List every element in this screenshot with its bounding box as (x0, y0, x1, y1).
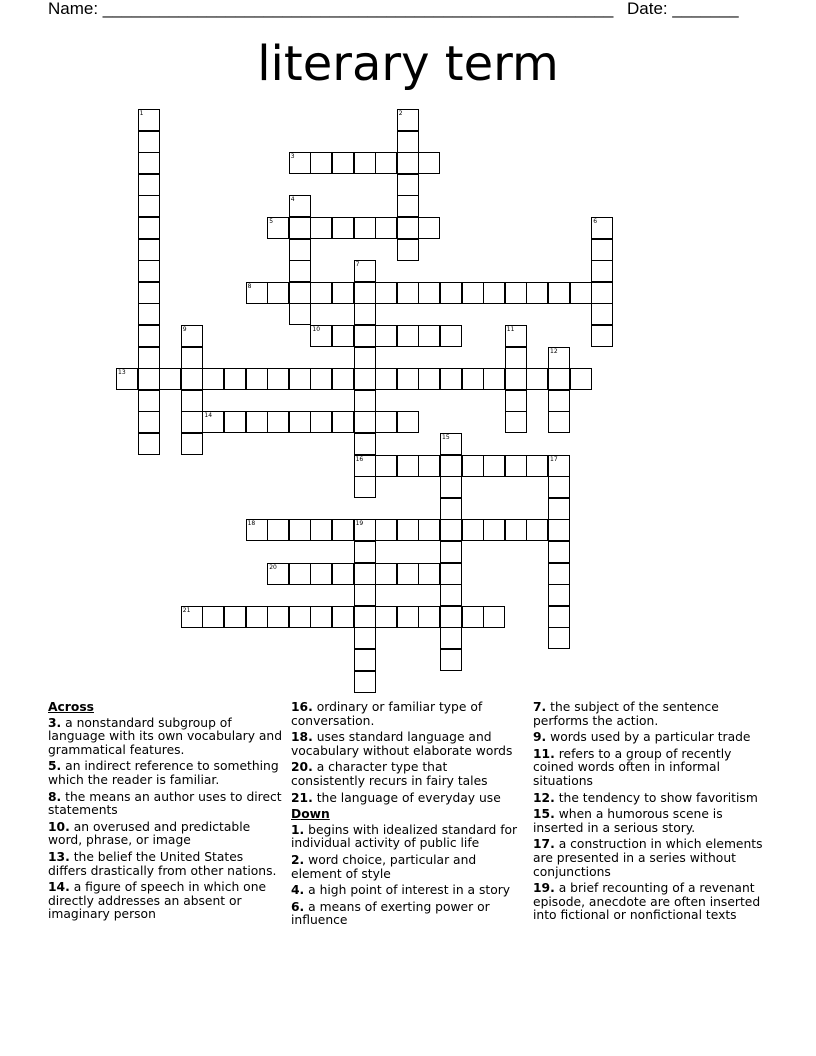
clue-across-13: 13. the belief the United States differs drastically from other nations. (48, 849, 277, 878)
grid-cell[interactable] (397, 325, 419, 347)
clue-number: 13 (118, 369, 126, 377)
grid-cell[interactable] (397, 368, 419, 390)
clues-column-2 (291, 701, 525, 931)
grid-cell[interactable] (418, 519, 440, 541)
grid-cell[interactable] (375, 411, 397, 433)
grid-cell[interactable] (375, 217, 397, 239)
grid-cell[interactable] (397, 411, 419, 433)
grid-cell[interactable] (138, 325, 160, 347)
grid-cell[interactable] (397, 174, 419, 196)
grid-cell[interactable] (354, 541, 376, 563)
grid-cell[interactable] (354, 649, 376, 671)
grid-cell[interactable] (548, 390, 570, 412)
grid-cell[interactable] (591, 325, 613, 347)
grid-cell[interactable] (418, 152, 440, 174)
grid-cell[interactable] (440, 455, 462, 477)
grid-cell[interactable] (138, 195, 160, 217)
grid-cell[interactable] (440, 282, 462, 304)
grid-cell[interactable] (354, 303, 376, 325)
grid-cell[interactable] (548, 455, 570, 477)
clue-down-9: 9. words used by a particular trade (533, 730, 751, 745)
clue-number: 21 (182, 606, 191, 614)
clue-across-14: 14. a figure of speech in which one directly addresses an absent or imaginary person (48, 880, 267, 922)
grid-cell[interactable] (440, 433, 462, 455)
grid-cell[interactable] (462, 519, 484, 541)
grid-cell[interactable] (354, 455, 376, 477)
grid-cell[interactable] (310, 325, 332, 347)
grid-cell[interactable] (181, 347, 203, 369)
grid-cell[interactable] (548, 347, 570, 369)
grid-cell[interactable] (505, 390, 527, 412)
grid-cell[interactable] (397, 519, 419, 541)
grid-cell[interactable] (181, 433, 203, 455)
clue-number: 4 (290, 196, 295, 204)
clue-down-1: 1. begins with idealized standard for individual activity of public life (291, 822, 518, 851)
grid-cell[interactable] (289, 519, 311, 541)
grid-cell[interactable] (138, 347, 160, 369)
grid-cell[interactable] (224, 606, 246, 628)
clue-down-12: 12. the tendency to show favoritism (533, 790, 758, 805)
grid-cell[interactable] (375, 606, 397, 628)
grid-cell[interactable] (181, 390, 203, 412)
grid-cell[interactable] (418, 606, 440, 628)
grid-cell[interactable] (526, 368, 548, 390)
grid-cell[interactable] (289, 239, 311, 261)
grid-cell[interactable] (548, 584, 570, 606)
grid-cell[interactable] (483, 606, 505, 628)
clue-number: 14 (204, 412, 213, 420)
grid-cell[interactable] (354, 368, 376, 390)
grid-cell[interactable] (591, 303, 613, 325)
grid-cell[interactable] (440, 627, 462, 649)
grid-cell[interactable] (354, 390, 376, 412)
grid-cell[interactable] (332, 152, 354, 174)
grid-cell[interactable] (526, 455, 548, 477)
grid-cell[interactable] (440, 325, 462, 347)
grid-cell[interactable] (397, 217, 419, 239)
name-field-label: Name: ______________________________________________________ (48, 0, 614, 18)
grid-cell[interactable] (548, 411, 570, 433)
grid-cell[interactable] (138, 174, 160, 196)
grid-cell[interactable] (138, 260, 160, 282)
grid-cell[interactable] (202, 411, 224, 433)
grid-cell[interactable] (332, 411, 354, 433)
grid-cell[interactable] (138, 217, 160, 239)
grid-cell[interactable] (418, 455, 440, 477)
clue-down-6: 6. a means of exerting power or influence (291, 899, 490, 928)
grid-cell[interactable] (570, 368, 592, 390)
grid-cell[interactable] (440, 606, 462, 628)
grid-cell[interactable] (548, 368, 570, 390)
grid-cell[interactable] (483, 368, 505, 390)
grid-cell[interactable] (548, 282, 570, 304)
grid-cell[interactable] (138, 303, 160, 325)
grid-cell[interactable] (202, 606, 224, 628)
grid-cell[interactable] (289, 217, 311, 239)
grid-cell[interactable] (397, 195, 419, 217)
grid-cell[interactable] (462, 368, 484, 390)
grid-cell[interactable] (418, 325, 440, 347)
grid-cell[interactable] (440, 563, 462, 585)
grid-cell[interactable] (332, 217, 354, 239)
clue-down-7: 7. the subject of the sentence performs the action. (533, 700, 719, 728)
grid-cell[interactable] (505, 519, 527, 541)
clue-down-15: 15. when a humorous scene is inserted in a serious story. (533, 807, 723, 835)
grid-cell[interactable] (246, 282, 268, 304)
grid-cell[interactable] (591, 239, 613, 261)
grid-cell[interactable] (548, 541, 570, 563)
grid-cell[interactable] (548, 498, 570, 520)
grid-cell[interactable] (375, 325, 397, 347)
grid-cell[interactable] (548, 627, 570, 649)
grid-cell[interactable] (181, 325, 203, 347)
clue-number: 18 (247, 520, 256, 528)
grid-cell[interactable] (548, 606, 570, 628)
grid-cell[interactable] (354, 347, 376, 369)
grid-cell[interactable] (267, 282, 289, 304)
clue-number: 1 (139, 110, 144, 117)
grid-cell[interactable] (418, 368, 440, 390)
clue-number: 6 (593, 218, 598, 225)
grid-cell[interactable] (267, 519, 289, 541)
grid-cell[interactable] (138, 390, 160, 412)
grid-cell[interactable] (138, 131, 160, 153)
grid-cell[interactable] (354, 325, 376, 347)
grid-cell[interactable] (397, 131, 419, 153)
grid-cell[interactable] (289, 563, 311, 585)
grid-cell[interactable] (354, 606, 376, 628)
clue-number: 2 (398, 110, 403, 117)
clue-number: 12 (550, 347, 558, 355)
grid-cell[interactable] (138, 152, 160, 174)
grid-cell[interactable] (289, 411, 311, 433)
grid-cell[interactable] (181, 368, 203, 390)
grid-cell[interactable] (505, 411, 527, 433)
page-title: literary term (257, 36, 559, 92)
grid-cell[interactable] (591, 282, 613, 304)
grid-cell[interactable] (354, 519, 376, 541)
grid-cell[interactable] (267, 411, 289, 433)
grid-cell[interactable] (354, 476, 376, 498)
clue-number: 17 (550, 455, 558, 463)
grid-cell[interactable] (483, 455, 505, 477)
grid-cell[interactable] (310, 368, 332, 390)
grid-cell[interactable] (181, 411, 203, 433)
grid-cell[interactable] (246, 519, 268, 541)
grid-cell[interactable] (397, 239, 419, 261)
clue-number: 16 (355, 455, 364, 463)
grid-cell[interactable] (138, 368, 160, 390)
grid-cell[interactable] (354, 152, 376, 174)
grid-cell[interactable] (224, 411, 246, 433)
grid-cell[interactable] (332, 519, 354, 541)
grid-cell[interactable] (397, 282, 419, 304)
clue-across-5: 5. an indirect reference to something which the reader is familiar. (48, 759, 279, 787)
grid-cell[interactable] (505, 325, 527, 347)
grid-cell[interactable] (332, 368, 354, 390)
clue-across-21: 21. the language of everyday use (291, 790, 501, 805)
grid-cell[interactable] (332, 563, 354, 585)
clue-down-2: 2. word choice, particular and element of style (291, 852, 477, 881)
grid-cell[interactable] (246, 411, 268, 433)
grid-cell[interactable] (224, 368, 246, 390)
grid-cell[interactable] (289, 606, 311, 628)
clue-down-17: 17. a construction in which elements are presented in a series without conjunctions (533, 837, 763, 879)
grid-cell[interactable] (354, 282, 376, 304)
across-heading: Across (48, 700, 94, 714)
grid-cell[interactable] (397, 152, 419, 174)
grid-cell[interactable] (440, 368, 462, 390)
grid-cell[interactable] (289, 368, 311, 390)
clue-across-10: 10. an overused and predictable word, phrase, or image (48, 819, 251, 848)
grid-cell[interactable] (462, 282, 484, 304)
grid-cell[interactable] (375, 368, 397, 390)
clue-across-18: 18. uses standard language and vocabulary without elaborate words (291, 730, 513, 758)
grid-cell[interactable] (418, 282, 440, 304)
grid-cell[interactable] (310, 519, 332, 541)
grid-cell[interactable] (332, 325, 354, 347)
grid-cell[interactable] (505, 282, 527, 304)
grid-cell[interactable] (505, 347, 527, 369)
grid-cell[interactable] (310, 606, 332, 628)
clue-number: 10 (312, 326, 321, 333)
clue-across-20: 20. a character type that consistently recurs in fairy tales (291, 760, 488, 788)
grid-cell[interactable] (375, 519, 397, 541)
grid-cell[interactable] (310, 563, 332, 585)
grid-cell[interactable] (354, 584, 376, 606)
clue-down-4: 4. a high point of interest in a story (291, 883, 511, 898)
grid-cell[interactable] (246, 606, 268, 628)
grid-cell[interactable] (483, 519, 505, 541)
down-heading: Down (291, 807, 330, 822)
clue-number: 15 (442, 434, 450, 441)
grid-cell[interactable] (202, 368, 224, 390)
grid-cell[interactable] (440, 584, 462, 606)
clue-number: 5 (269, 218, 274, 225)
grid-cell[interactable] (570, 282, 592, 304)
clue-number: 20 (269, 563, 277, 571)
grid-cell[interactable] (267, 606, 289, 628)
grid-cell[interactable] (440, 476, 462, 498)
grid-cell[interactable] (332, 606, 354, 628)
grid-cell[interactable] (289, 303, 311, 325)
grid-cell[interactable] (440, 498, 462, 520)
grid-cell[interactable] (310, 217, 332, 239)
clue-number: 3 (290, 153, 295, 161)
grid-cell[interactable] (591, 217, 613, 239)
grid-cell[interactable] (116, 368, 138, 390)
grid-cell[interactable] (310, 152, 332, 174)
grid-cell[interactable] (289, 152, 311, 174)
grid-cell[interactable] (526, 282, 548, 304)
grid-cell[interactable] (310, 282, 332, 304)
grid-cell[interactable] (267, 217, 289, 239)
clue-down-19: 19. a brief recounting of a revenant episode, anecdote are often inserted into fictional or nonfictional texts (533, 881, 761, 923)
grid-cell[interactable] (138, 282, 160, 304)
grid-cell[interactable] (354, 260, 376, 282)
grid-cell[interactable] (289, 282, 311, 304)
clues-column-1 (48, 701, 284, 925)
grid-cell[interactable] (267, 563, 289, 585)
date-field-label: Date: _______ (627, 0, 739, 18)
grid-cell[interactable] (354, 627, 376, 649)
clue-number: 7 (355, 261, 360, 269)
grid-cell[interactable] (483, 282, 505, 304)
clue-number: 11 (506, 326, 515, 333)
grid-cell[interactable] (462, 455, 484, 477)
clue-number: 9 (182, 326, 187, 333)
grid-cell[interactable] (332, 282, 354, 304)
clue-down-11: 11. refers to a group of recently coined words often in informal situations (533, 746, 732, 788)
grid-cell[interactable] (418, 217, 440, 239)
grid-cell[interactable] (138, 433, 160, 455)
grid-cell[interactable] (246, 368, 268, 390)
grid-cell[interactable] (354, 671, 376, 693)
grid-cell[interactable] (354, 433, 376, 455)
grid-cell[interactable] (159, 368, 181, 390)
grid-cell[interactable] (591, 260, 613, 282)
clue-across-8: 8. the means an author uses to direct statements (48, 789, 282, 818)
grid-cell[interactable] (138, 411, 160, 433)
grid-cell[interactable] (138, 109, 160, 131)
grid-cell[interactable] (526, 519, 548, 541)
grid-cell[interactable] (138, 239, 160, 261)
grid-cell[interactable] (397, 109, 419, 131)
grid-cell[interactable] (397, 606, 419, 628)
grid-cell[interactable] (418, 563, 440, 585)
grid-cell[interactable] (375, 563, 397, 585)
grid-cell[interactable] (375, 282, 397, 304)
grid-cell[interactable] (354, 563, 376, 585)
grid-cell[interactable] (354, 411, 376, 433)
grid-cell[interactable] (354, 217, 376, 239)
grid-cell[interactable] (397, 563, 419, 585)
grid-cell[interactable] (548, 519, 570, 541)
grid-cell[interactable] (548, 563, 570, 585)
grid-cell[interactable] (289, 195, 311, 217)
grid-cell[interactable] (397, 455, 419, 477)
clue-number: 8 (247, 282, 252, 290)
grid-cell[interactable] (375, 455, 397, 477)
grid-cell[interactable] (267, 368, 289, 390)
grid-cell[interactable] (440, 649, 462, 671)
clue-number: 19 (355, 520, 364, 528)
grid-cell[interactable] (310, 411, 332, 433)
grid-cell[interactable] (289, 260, 311, 282)
grid-cell[interactable] (375, 152, 397, 174)
grid-cell[interactable] (505, 368, 527, 390)
clues-column-3 (533, 701, 769, 926)
grid-cell[interactable] (548, 476, 570, 498)
clue-across-16: 16. ordinary or familiar type of conversation. (291, 700, 483, 728)
grid-cell[interactable] (505, 455, 527, 477)
grid-cell[interactable] (462, 606, 484, 628)
grid-cell[interactable] (440, 541, 462, 563)
grid-cell[interactable] (440, 519, 462, 541)
clue-across-3: 3. a nonstandard subgroup of language with its own vocabulary and grammatical features. (48, 715, 283, 757)
grid-cell[interactable] (181, 606, 203, 628)
